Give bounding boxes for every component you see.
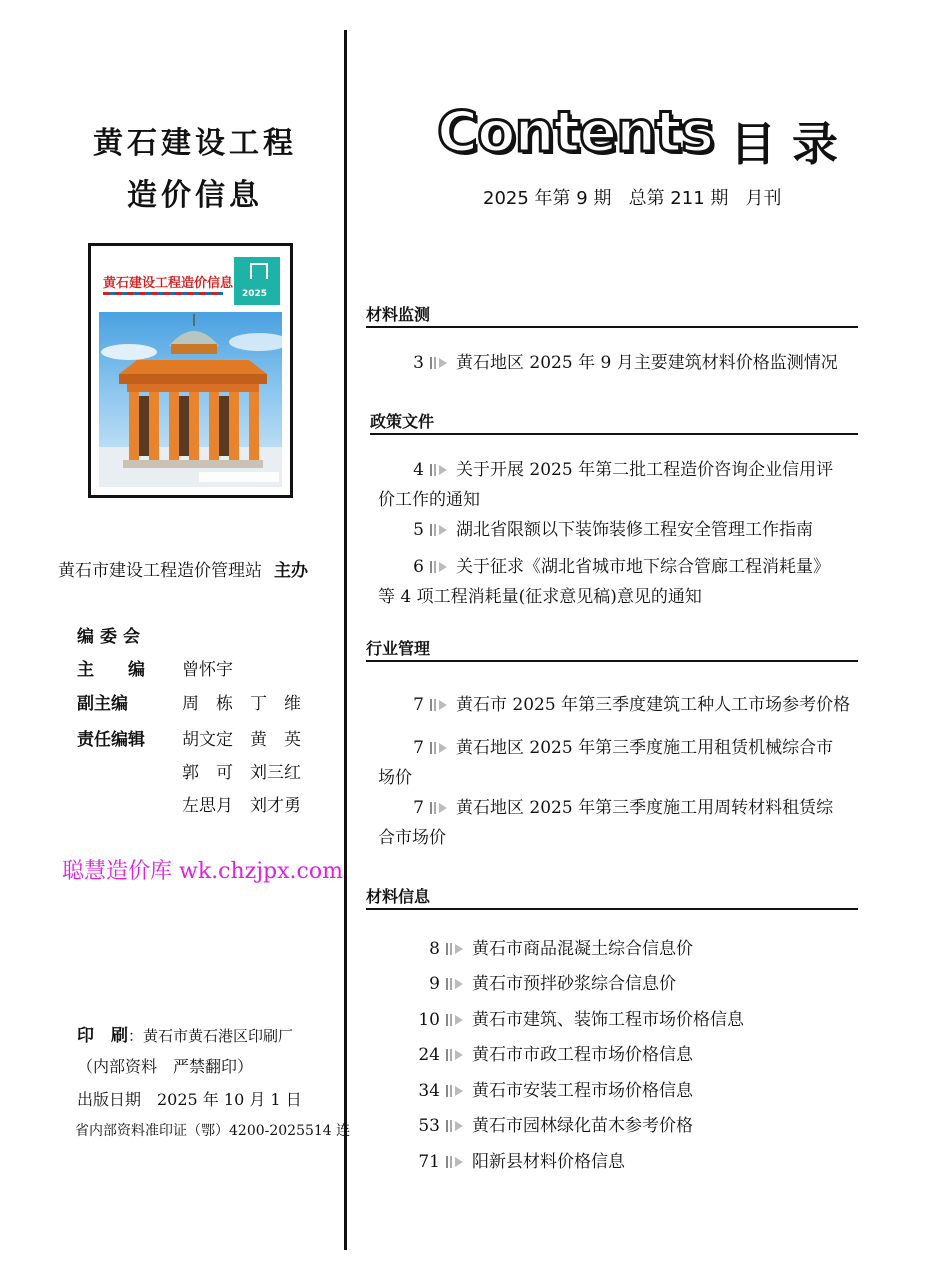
- toc-page: 34: [418, 1081, 440, 1101]
- toc-entry[interactable]: [378, 515, 860, 545]
- toc-page: 71: [418, 1152, 440, 1172]
- section-material-info: 材料信息: [366, 884, 858, 910]
- toc-page: 6: [413, 557, 424, 577]
- arrow-icon: [446, 1156, 466, 1168]
- chief-editor-label: 主 编: [77, 660, 145, 680]
- host-role: 主办: [274, 561, 308, 581]
- toc-page: 3: [413, 353, 424, 373]
- toc-entry[interactable]: [410, 1111, 693, 1136]
- toc-title-cont: 合市场价: [378, 828, 446, 848]
- arrow-icon: [430, 742, 450, 754]
- toc-title: 黄石市预拌砂浆综合信息价: [472, 974, 676, 994]
- toc-entry[interactable]: [378, 552, 860, 612]
- toc-title-cont: 价工作的通知: [378, 490, 480, 510]
- arrow-icon: [430, 524, 450, 536]
- toc-entry[interactable]: [378, 793, 860, 853]
- arrow-icon: [446, 1014, 466, 1026]
- issue-info: 2025 年第 9 期 总第 211 期 月刊: [483, 188, 782, 209]
- contents-heading-cn: 目录: [730, 117, 854, 171]
- contents-heading: Contents: [437, 100, 714, 165]
- toc-title: 黄石市商品混凝土综合信息价: [472, 939, 693, 959]
- toc-page: 7: [413, 695, 424, 715]
- deputy-editor-names: 周 栋 丁 维: [182, 694, 301, 714]
- toc-title: 黄石市 2025 年第三季度建筑工种人工市场参考价格: [456, 695, 851, 715]
- toc-title: 关于开展 2025 年第二批工程造价咨询企业信用评: [456, 460, 834, 480]
- toc-entry[interactable]: [410, 969, 676, 994]
- cover-image: [88, 243, 293, 498]
- arrow-icon: [446, 1120, 466, 1132]
- toc-title: 黄石市建筑、装饰工程市场价格信息: [472, 1010, 744, 1030]
- publish-date: 出版日期 2025 年 10 月 1 日: [77, 1090, 302, 1109]
- arrow-icon: [446, 978, 466, 990]
- toc-title: 黄石市安装工程市场价格信息: [472, 1081, 693, 1101]
- cover-logo: [234, 257, 280, 305]
- responsible-editor-names-3: 左思月 刘才勇: [182, 796, 301, 816]
- toc-title: 黄石地区 2025 年第三季度施工用租赁机械综合市: [456, 738, 834, 758]
- arrow-icon: [430, 699, 450, 711]
- toc-entry[interactable]: [378, 733, 860, 793]
- arrow-icon: [430, 802, 450, 814]
- toc-entry[interactable]: [410, 1147, 625, 1172]
- toc-entry[interactable]: [410, 934, 693, 959]
- cover-title: 黄石建设工程造价信息: [103, 276, 234, 291]
- toc-page: 8: [429, 939, 440, 959]
- printer-name: ：黄石市黄石港区印刷厂: [128, 1027, 294, 1045]
- cover-photo: [99, 312, 282, 487]
- arrow-icon: [430, 464, 450, 476]
- toc-page: 24: [418, 1045, 440, 1065]
- host-line: [58, 556, 308, 581]
- toc-page: 7: [413, 798, 424, 818]
- toc-title: 黄石市园林绿化苗木参考价格: [472, 1116, 693, 1136]
- printer-line: [77, 1021, 293, 1046]
- section-industry-management: 行业管理: [366, 636, 858, 662]
- internal-note: （内部资料 严禁翻印）: [77, 1057, 254, 1076]
- toc-title: 黄石地区 2025 年第三季度施工用周转材料租赁综: [456, 798, 834, 818]
- toc-page: 5: [413, 520, 424, 540]
- column-divider: [344, 30, 347, 1250]
- cover-year: 2025: [242, 289, 268, 299]
- toc-entry[interactable]: [378, 690, 860, 720]
- arrow-icon: [446, 1085, 466, 1097]
- chief-editor-name: 曾怀宇: [182, 660, 233, 680]
- responsible-editor-names-1: 胡文定 黄 英: [182, 730, 301, 750]
- toc-page: 4: [413, 460, 424, 480]
- arrow-icon: [446, 1049, 466, 1061]
- section-material-monitoring: 材料监测: [366, 302, 858, 328]
- toc-title: 阳新县材料价格信息: [472, 1152, 625, 1172]
- section-policy: 政策文件: [370, 409, 858, 435]
- magazine-title: 黄石建设工程: [93, 126, 297, 161]
- building-icon: [250, 263, 268, 279]
- toc-entry[interactable]: [410, 1005, 744, 1030]
- toc-page: 53: [418, 1116, 440, 1136]
- pavilion-illustration: [99, 312, 282, 487]
- cover-rule: [103, 292, 223, 295]
- arrow-icon: [446, 943, 466, 955]
- permit-number: 省内部资料准印证（鄂）4200-2025514 连: [75, 1123, 351, 1139]
- toc-title: 关于征求《湖北省城市地下综合管廊工程消耗量》: [456, 557, 830, 577]
- toc-entry[interactable]: [378, 455, 860, 515]
- watermark-link[interactable]: 聪慧造价库 wk.chzjpx.com: [62, 859, 343, 884]
- printer-label: 印 刷: [77, 1026, 128, 1046]
- responsible-editor-names-2: 郭 可 刘三红: [182, 763, 301, 783]
- toc-title: 黄石地区 2025 年 9 月主要建筑材料价格监测情况: [456, 353, 838, 373]
- arrow-icon: [430, 357, 450, 369]
- arrow-icon: [430, 561, 450, 573]
- host-org: 黄石市建设工程造价管理站: [58, 561, 262, 581]
- toc-title-cont: 场价: [378, 768, 412, 788]
- toc-title: 黄石市市政工程市场价格信息: [472, 1045, 693, 1065]
- responsible-editor-label: 责任编辑: [77, 730, 145, 750]
- toc-page: 9: [429, 974, 440, 994]
- toc-entry[interactable]: [378, 348, 860, 378]
- deputy-editor-label: 副主编: [77, 694, 128, 714]
- magazine-title-line2: 造价信息: [127, 178, 263, 213]
- board-heading: 编委会: [77, 627, 146, 647]
- toc-page: 7: [413, 738, 424, 758]
- toc-page: 10: [418, 1010, 440, 1030]
- toc-title: 湖北省限额以下装饰装修工程安全管理工作指南: [456, 520, 813, 540]
- toc-title-cont: 等 4 项工程消耗量(征求意见稿)意见的通知: [378, 587, 702, 607]
- toc-entry[interactable]: [410, 1040, 693, 1065]
- toc-entry[interactable]: [410, 1076, 693, 1101]
